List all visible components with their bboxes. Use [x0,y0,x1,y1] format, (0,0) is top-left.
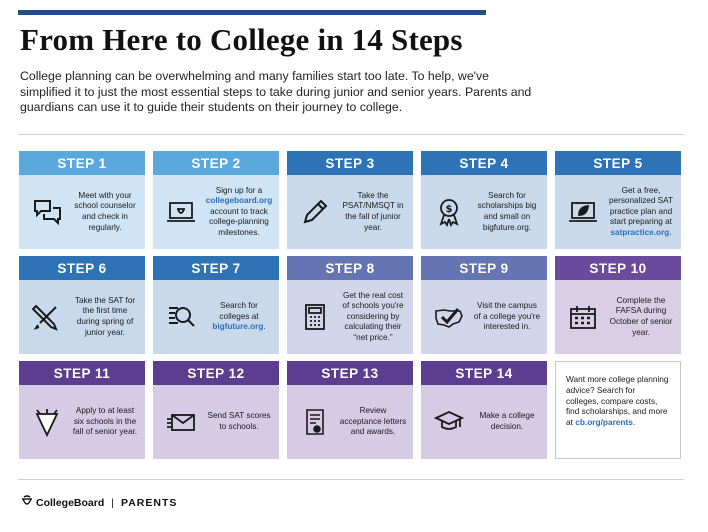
parents-link[interactable]: cb.org/parents [575,417,633,428]
step-label: STEP 12 [153,361,279,385]
step-card-11 [19,361,145,459]
step-card-13 [287,361,413,459]
step-label: STEP 2 [153,151,279,175]
step-text: Take the SAT for the first time during spring of junior year. [74,295,136,337]
step-card-9 [421,256,547,354]
footer [20,494,177,511]
step-label: STEP 11 [19,361,145,385]
step-text: Take the PSAT/NMSQT in the fall of junior year. [342,190,404,232]
pencils-icon [27,302,67,332]
step-card-8 [287,256,413,354]
footer-rule [18,479,684,480]
graduation-cap-icon [429,407,469,437]
step-text: Get a free, personalized SAT practice plan and start preparing at satpractice.org. [608,185,674,237]
calendar-icon [563,302,603,332]
step-text: Visit the campus of a college you're interested in. [473,301,541,332]
footer-separator: | [111,496,114,509]
chat-bubbles-icon [27,197,67,227]
bigfuture-link[interactable]: bigfuture.org [212,322,264,332]
step-text: Sign up for a collegeboard.org account to track college-planning milestones. [205,185,273,237]
step-card-12 [153,361,279,459]
page-title: From Here to College in 14 Steps [20,22,463,57]
intro-paragraph: College planning can be overwhelming and many families start too late. To help, we've simplified it to just the most essential steps to take during junior and senior years. Parents and guardians can use it to guide their students on their journey to college. [20,69,532,114]
divider [18,134,684,135]
envelope-icon [161,407,201,437]
step-label: STEP 3 [287,151,413,175]
step-label: STEP 5 [555,151,681,175]
dollar-medal-icon [429,197,469,227]
scroll-icon [295,407,335,437]
top-rule [18,10,486,15]
calculator-icon [295,302,335,332]
step-text: Meet with your school counselor and check in regularly. [74,190,136,232]
step-text: Apply to at least six schools in the fall of senior year. [72,406,138,437]
step-text: Send SAT scores to schools. [207,411,271,431]
step-label: STEP 13 [287,361,413,385]
map-check-icon [429,302,469,332]
step-text: Make a college decision. [479,411,535,431]
magnifier-icon [161,302,201,332]
footer-section: PARENTS [121,496,178,509]
step-text: Search for colleges at bigfuture.org. [212,301,266,332]
step-label: STEP 10 [555,256,681,280]
step-text: Review acceptance letters and awards. [339,406,407,437]
step-text: Get the real cost of schools you're considering by calculating their “net price.” [342,290,404,342]
step-card-4 [421,151,547,249]
step-label: STEP 1 [19,151,145,175]
brand-name: CollegeBoard [36,496,105,509]
satpractice-link[interactable]: satpractice.org [610,227,670,237]
step-card-10 [555,256,681,354]
step-card-3 [287,151,413,249]
step-label: STEP 14 [421,361,547,385]
pencil-icon [295,197,335,227]
advice-box: Want more college planning advice? Search for colleges, compare costs, find scholarships, and more at cb.org/parents. [555,361,681,459]
step-card-1 [19,151,145,249]
step-label: STEP 9 [421,256,547,280]
step-label: STEP 8 [287,256,413,280]
steps-grid [19,151,685,473]
laptop-acorn-icon [161,197,201,227]
laptop-leaf-icon [563,197,603,227]
step-text: Complete the FAFSA during October of senior year. [609,295,673,337]
step-card-7 [153,256,279,354]
step-card-5 [555,151,681,249]
acorn-logo-icon [20,494,36,511]
step-label: STEP 4 [421,151,547,175]
collegeboard-link[interactable]: collegeboard.org [205,196,273,206]
step-card-2 [153,151,279,249]
step-card-14 [421,361,547,459]
step-card-6 [19,256,145,354]
step-text: Search for scholarships big and small on bigfuture.org. [477,190,537,232]
svg-text:$: $ [445,204,453,215]
pennant-icon [27,407,67,437]
step-label: STEP 7 [153,256,279,280]
step-label: STEP 6 [19,256,145,280]
